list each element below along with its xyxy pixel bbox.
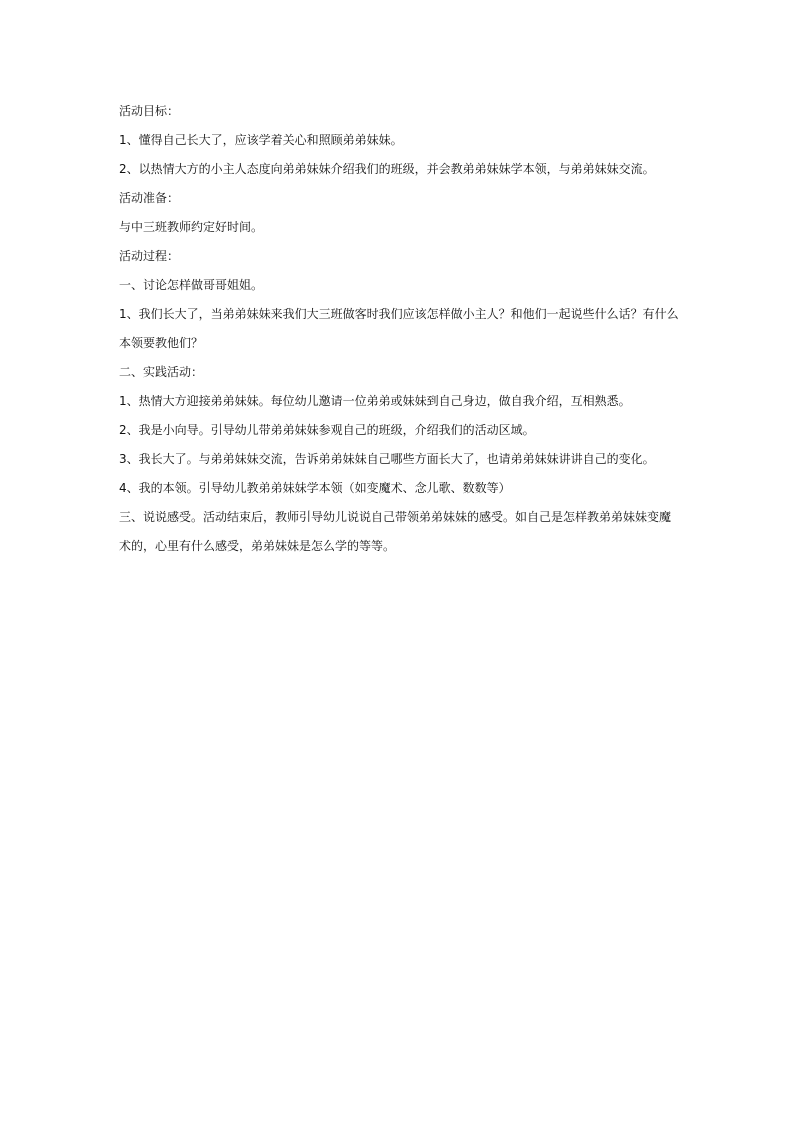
document-body [119, 102, 679, 566]
process-step-2-item-3: 3、我长大了。与弟弟妹妹交流，告诉弟弟妹妹自己哪些方面长大了，也请弟弟妹妹讲讲自己的变化。 [119, 452, 655, 466]
process-step-3-text: 三、说说感受。活动结束后，教师引导幼儿说说自己带领弟弟妹妹的感受。如自己是怎样教弟弟妹妹变魔 [119, 510, 672, 524]
goal-item-1: 1、懂得自己长大了，应该学着关心和照顾弟弟妹妹。 [119, 133, 403, 147]
section-heading-preparation: 活动准备： [119, 191, 180, 205]
process-step-1-item-1-continued: 本领要教他们？ [119, 336, 204, 350]
goal-item-2: 2、以热情大方的小主人态度向弟弟妹妹介绍我们的班级，并会教弟弟妹妹学本领，与弟弟妹妹交流。 [119, 162, 655, 176]
process-step-2-item-4: 4、我的本领。引导幼儿教弟弟妹妹学本领（如变魔术、念儿歌、数数等） [119, 481, 511, 495]
preparation-text: 与中三班教师约定好时间。 [119, 220, 264, 234]
process-step-2-heading: 二、实践活动： [119, 365, 204, 379]
process-step-3-text-continued: 术的，心里有什么感受，弟弟妹妹是怎么学的等等。 [119, 539, 396, 553]
section-heading-goals: 活动目标： [119, 104, 180, 118]
process-step-2-item-2: 2、我是小向导。引导幼儿带弟弟妹妹参观自己的班级，介绍我们的活动区域。 [119, 423, 535, 437]
process-step-2-item-1: 1、热情大方迎接弟弟妹妹。每位幼儿邀请一位弟弟或妹妹到自己身边，做自我介绍，互相熟悉。 [119, 394, 631, 408]
section-heading-process: 活动过程： [119, 249, 180, 263]
process-step-1-item-1: 1、我们长大了，当弟弟妹妹来我们大三班做客时我们应该怎样做小主人？和他们一起说些什么话？有什么 [119, 307, 679, 321]
process-step-1-heading: 一、讨论怎样做哥哥姐姐。 [119, 278, 264, 292]
